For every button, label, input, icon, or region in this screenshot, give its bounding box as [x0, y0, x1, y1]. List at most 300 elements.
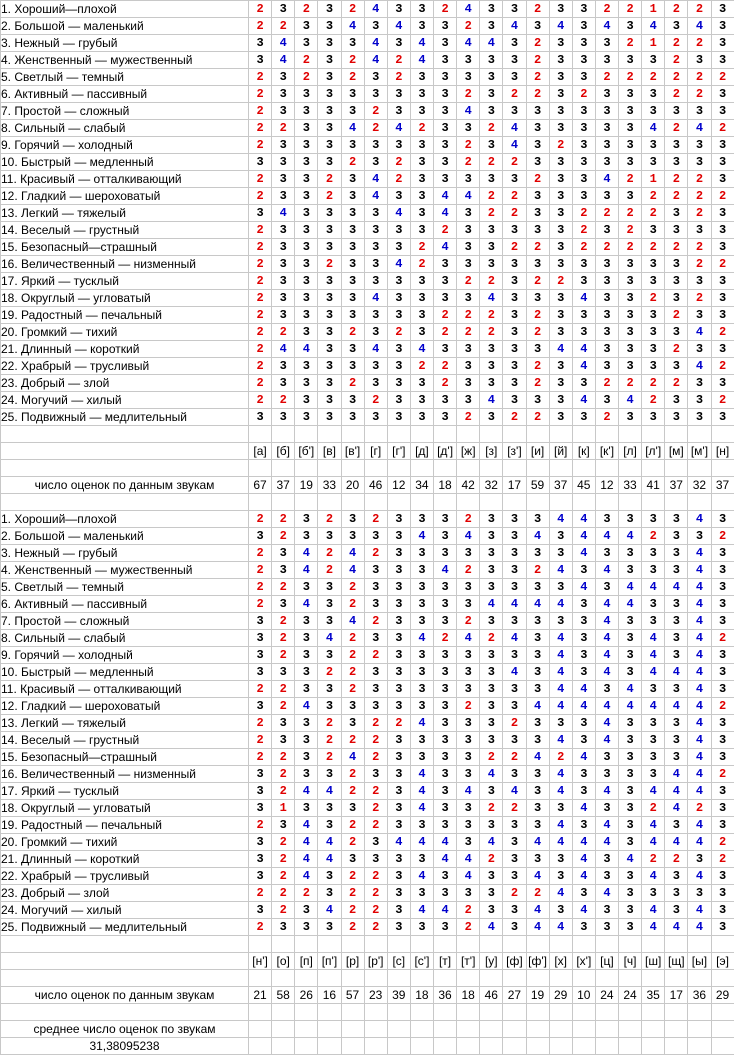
rating-value: 3: [318, 409, 341, 426]
empty-cell: [457, 426, 480, 443]
rating-value: 4: [364, 341, 387, 358]
rating-value: 3: [410, 545, 433, 562]
rating-value: 3: [410, 273, 433, 290]
rating-value: 2: [249, 596, 272, 613]
rating-value: 3: [549, 392, 572, 409]
rating-value: 2: [318, 171, 341, 188]
rating-value: 3: [387, 749, 410, 766]
count-value: 20: [341, 477, 364, 494]
scale-label: 23. Добрый — злой: [1, 885, 249, 902]
rating-value: 2: [526, 409, 549, 426]
rating-value: 3: [711, 205, 734, 222]
empty-cell: [595, 460, 618, 477]
rating-value: 3: [457, 545, 480, 562]
count-value: 37: [711, 477, 734, 494]
rating-value: 3: [410, 137, 433, 154]
rating-value: 3: [595, 154, 618, 171]
rating-value: 3: [480, 783, 503, 800]
rating-value: 4: [318, 851, 341, 868]
rating-value: 2: [688, 239, 711, 256]
rating-value: 3: [318, 273, 341, 290]
empty-cell: [341, 494, 364, 511]
empty-cell: [318, 936, 341, 953]
rating-value: 3: [642, 307, 665, 324]
rating-value: 3: [572, 562, 595, 579]
rating-value: 3: [526, 630, 549, 647]
rating-value: 3: [711, 902, 734, 919]
rating-value: 3: [457, 715, 480, 732]
rating-value: 2: [341, 375, 364, 392]
rating-value: 4: [387, 205, 410, 222]
rating-value: 3: [295, 324, 318, 341]
count-value: 29: [711, 987, 734, 1004]
sound-header: [г]: [364, 443, 387, 460]
rating-value: 3: [272, 188, 295, 205]
rating-value: 3: [688, 52, 711, 69]
rating-value: 3: [295, 103, 318, 120]
rating-value: 2: [526, 171, 549, 188]
scale-label: 16. Величественный — низменный: [1, 256, 249, 273]
rating-value: 2: [364, 120, 387, 137]
scale-label: 24. Могучий — хилый: [1, 392, 249, 409]
empty-cell: [480, 970, 503, 987]
rating-value: 4: [410, 528, 433, 545]
rating-value: 3: [457, 69, 480, 86]
rating-value: 2: [249, 817, 272, 834]
count-value: 19: [295, 477, 318, 494]
rating-value: 3: [341, 35, 364, 52]
rating-value: 4: [318, 902, 341, 919]
rating-value: 2: [665, 35, 688, 52]
rating-value: 4: [642, 630, 665, 647]
rating-value: 2: [526, 375, 549, 392]
empty-cell: [572, 1004, 595, 1021]
rating-value: 3: [387, 613, 410, 630]
rating-value: 3: [295, 715, 318, 732]
count-value: 24: [595, 987, 618, 1004]
rating-value: 3: [642, 103, 665, 120]
rating-value: 2: [387, 324, 410, 341]
rating-value: 3: [434, 749, 457, 766]
rating-value: 3: [434, 800, 457, 817]
rating-value: 3: [480, 86, 503, 103]
count-value: 23: [364, 987, 387, 1004]
rating-value: 4: [526, 868, 549, 885]
scale-label: 8. Сильный — слабый: [1, 630, 249, 647]
rating-value: 3: [387, 681, 410, 698]
rating-value: 4: [572, 579, 595, 596]
rating-value: 3: [410, 375, 433, 392]
rating-value: 2: [711, 766, 734, 783]
rating-value: 3: [595, 749, 618, 766]
rating-value: 2: [364, 885, 387, 902]
rating-value: 3: [434, 171, 457, 188]
rating-value: 3: [387, 103, 410, 120]
rating-value: 3: [318, 817, 341, 834]
rating-value: 3: [318, 596, 341, 613]
empty-cell: [318, 970, 341, 987]
count-value: 12: [595, 477, 618, 494]
rating-value: 3: [665, 902, 688, 919]
rating-value: 3: [572, 324, 595, 341]
count-value: 39: [387, 987, 410, 1004]
rating-value: 3: [480, 613, 503, 630]
sound-header: [д']: [434, 443, 457, 460]
count-value: 58: [272, 987, 295, 1004]
rating-value: 3: [295, 664, 318, 681]
scale-label: 15. Безопасный—страшный: [1, 239, 249, 256]
rating-value: 3: [387, 392, 410, 409]
empty-cell: [410, 460, 433, 477]
rating-value: 4: [595, 596, 618, 613]
rating-value: 2: [387, 52, 410, 69]
rating-value: 4: [272, 35, 295, 52]
rating-value: 3: [526, 511, 549, 528]
empty-cell: [619, 936, 642, 953]
rating-value: 2: [480, 307, 503, 324]
rating-value: 4: [364, 52, 387, 69]
rating-value: 3: [503, 1, 526, 18]
rating-value: 4: [619, 851, 642, 868]
rating-row: [1, 783, 734, 800]
rating-value: 4: [480, 290, 503, 307]
rating-value: 3: [665, 324, 688, 341]
rating-value: 3: [595, 120, 618, 137]
rating-value: 2: [341, 630, 364, 647]
rating-value: 2: [272, 681, 295, 698]
empty-cell: [1, 936, 249, 953]
rating-value: 2: [619, 69, 642, 86]
empty-cell: [434, 460, 457, 477]
sound-header: [б']: [295, 443, 318, 460]
empty-cell: [457, 494, 480, 511]
rating-value: 4: [688, 613, 711, 630]
empty-cell: [642, 970, 665, 987]
rating-value: 3: [665, 137, 688, 154]
scale-label: 21. Длинный — короткий: [1, 341, 249, 358]
scale-label: 6. Активный — пассивный: [1, 86, 249, 103]
rating-value: 2: [526, 324, 549, 341]
rating-value: 3: [364, 664, 387, 681]
rating-value: 4: [688, 511, 711, 528]
empty-cell: [295, 494, 318, 511]
rating-value: 3: [572, 18, 595, 35]
rating-value: 2: [642, 528, 665, 545]
rating-value: 2: [665, 1, 688, 18]
rating-value: 4: [526, 528, 549, 545]
count-value: 29: [549, 987, 572, 1004]
rating-value: 3: [434, 154, 457, 171]
empty-cell: [688, 426, 711, 443]
rating-value: 3: [503, 902, 526, 919]
rating-value: 3: [295, 409, 318, 426]
rating-value: 3: [295, 137, 318, 154]
rating-value: 3: [572, 409, 595, 426]
rating-row: [1, 817, 734, 834]
empty-cell: [572, 936, 595, 953]
rating-value: 4: [295, 545, 318, 562]
rating-value: 3: [480, 256, 503, 273]
rating-value: 2: [711, 630, 734, 647]
empty-cell: [434, 494, 457, 511]
rating-value: 2: [688, 205, 711, 222]
rating-value: 3: [387, 375, 410, 392]
rating-value: 2: [595, 1, 618, 18]
rating-value: 3: [318, 307, 341, 324]
rating-row: [1, 69, 734, 86]
rating-value: 2: [665, 188, 688, 205]
rating-value: 3: [387, 528, 410, 545]
rating-value: 2: [619, 1, 642, 18]
empty-cell: [318, 1021, 341, 1038]
rating-value: 2: [318, 256, 341, 273]
rating-value: 4: [665, 664, 688, 681]
rating-value: 2: [318, 545, 341, 562]
rating-value: 3: [665, 18, 688, 35]
rating-value: 3: [642, 324, 665, 341]
rating-value: 2: [341, 154, 364, 171]
rating-value: 2: [619, 35, 642, 52]
rating-value: 3: [503, 103, 526, 120]
rating-value: 4: [387, 120, 410, 137]
rating-value: 2: [249, 86, 272, 103]
rating-value: 3: [318, 324, 341, 341]
rating-value: 3: [711, 579, 734, 596]
rating-value: 3: [249, 868, 272, 885]
rating-value: 3: [549, 35, 572, 52]
rating-value: 3: [503, 545, 526, 562]
rating-value: 3: [688, 375, 711, 392]
rating-row: [1, 528, 734, 545]
rating-value: 3: [665, 103, 688, 120]
empty-cell: [688, 970, 711, 987]
rating-value: 3: [619, 715, 642, 732]
rating-value: 4: [549, 783, 572, 800]
rating-value: 4: [503, 18, 526, 35]
rating-value: 2: [642, 392, 665, 409]
rating-value: 3: [480, 375, 503, 392]
rating-value: 2: [341, 766, 364, 783]
rating-value: 3: [434, 579, 457, 596]
rating-value: 4: [457, 630, 480, 647]
rating-value: 2: [295, 885, 318, 902]
rating-value: 3: [595, 392, 618, 409]
rating-value: 3: [272, 732, 295, 749]
rating-value: 3: [434, 137, 457, 154]
rating-value: 3: [272, 715, 295, 732]
rating-value: 3: [272, 375, 295, 392]
rating-value: 3: [665, 715, 688, 732]
rating-value: 4: [503, 664, 526, 681]
rating-row: [1, 613, 734, 630]
sound-header: [ц]: [595, 953, 618, 970]
rating-value: 2: [711, 392, 734, 409]
rating-value: 2: [711, 69, 734, 86]
empty-cell: [711, 460, 734, 477]
rating-value: 2: [249, 392, 272, 409]
empty-cell: [295, 426, 318, 443]
rating-value: 2: [410, 120, 433, 137]
rating-value: 4: [526, 698, 549, 715]
rating-value: 3: [595, 307, 618, 324]
rating-value: 3: [272, 919, 295, 936]
rating-value: 2: [619, 171, 642, 188]
rating-value: 4: [619, 681, 642, 698]
rating-value: 3: [295, 256, 318, 273]
rating-value: 2: [665, 171, 688, 188]
rating-value: 2: [364, 545, 387, 562]
scale-label: 14. Веселый — грустный: [1, 222, 249, 239]
rating-value: 4: [642, 664, 665, 681]
rating-value: 3: [503, 766, 526, 783]
rating-value: 3: [341, 205, 364, 222]
empty-cell: [318, 426, 341, 443]
count-value: 18: [410, 987, 433, 1004]
rating-value: 3: [572, 919, 595, 936]
rating-value: 3: [665, 392, 688, 409]
rating-value: 3: [410, 290, 433, 307]
scale-label: 12. Гладкий — шероховатый: [1, 188, 249, 205]
rating-value: 4: [688, 18, 711, 35]
rating-value: 3: [434, 392, 457, 409]
rating-value: 3: [387, 341, 410, 358]
count-value: 10: [572, 987, 595, 1004]
rating-value: 2: [272, 579, 295, 596]
empty-cell: [480, 1021, 503, 1038]
scale-label: 11. Красивый — отталкивающий: [1, 171, 249, 188]
rating-value: 3: [341, 290, 364, 307]
rating-value: 3: [295, 375, 318, 392]
rating-value: 3: [387, 1, 410, 18]
sound-header: [в']: [341, 443, 364, 460]
rating-value: 3: [665, 749, 688, 766]
count-value: 33: [619, 477, 642, 494]
rating-value: 4: [642, 919, 665, 936]
average-label-row: [1, 1021, 734, 1038]
rating-value: 3: [711, 341, 734, 358]
rating-value: 3: [249, 154, 272, 171]
rating-value: 3: [572, 256, 595, 273]
rating-value: 2: [480, 630, 503, 647]
rating-value: 2: [642, 69, 665, 86]
rating-value: 3: [503, 528, 526, 545]
rating-value: 3: [711, 732, 734, 749]
rating-value: 4: [434, 205, 457, 222]
empty-cell: [387, 460, 410, 477]
rating-value: 2: [688, 1, 711, 18]
rating-value: 3: [619, 749, 642, 766]
rating-value: 4: [619, 528, 642, 545]
rating-value: 2: [480, 800, 503, 817]
rating-value: 4: [549, 681, 572, 698]
rating-value: 2: [642, 800, 665, 817]
rating-value: 1: [642, 171, 665, 188]
rating-value: 3: [711, 52, 734, 69]
rating-value: 3: [387, 783, 410, 800]
rating-value: 3: [619, 52, 642, 69]
rating-value: 3: [480, 69, 503, 86]
scale-label: 7. Простой — сложный: [1, 613, 249, 630]
rating-value: 4: [295, 698, 318, 715]
empty-cell: [1, 460, 249, 477]
rating-value: 3: [272, 358, 295, 375]
rating-value: 2: [341, 732, 364, 749]
rating-value: 3: [249, 528, 272, 545]
rating-value: 4: [572, 749, 595, 766]
rating-value: 3: [457, 290, 480, 307]
empty-cell: [503, 426, 526, 443]
rating-value: 3: [387, 868, 410, 885]
rating-value: 3: [295, 273, 318, 290]
rating-value: 3: [619, 834, 642, 851]
count-value: 46: [364, 477, 387, 494]
count-label: число оценок по данным звукам: [1, 987, 249, 1004]
rating-value: 3: [318, 919, 341, 936]
rating-value: 3: [387, 137, 410, 154]
rating-row: [1, 681, 734, 698]
rating-value: 3: [410, 681, 433, 698]
rating-value: 4: [688, 919, 711, 936]
rating-value: 3: [457, 52, 480, 69]
count-value: 45: [572, 477, 595, 494]
empty-cell: [341, 970, 364, 987]
sound-header: [с']: [410, 953, 433, 970]
rating-value: 3: [595, 188, 618, 205]
count-value: 27: [503, 987, 526, 1004]
empty-cell: [549, 936, 572, 953]
rating-value: 3: [295, 511, 318, 528]
rating-value: 4: [434, 851, 457, 868]
rating-value: 3: [503, 375, 526, 392]
rating-value: 4: [572, 851, 595, 868]
rating-value: 2: [526, 358, 549, 375]
rating-value: 1: [642, 1, 665, 18]
rating-value: 2: [503, 800, 526, 817]
rating-value: 2: [249, 1, 272, 18]
rating-value: 3: [688, 137, 711, 154]
empty-cell: [711, 970, 734, 987]
rating-value: 3: [619, 647, 642, 664]
rating-value: 3: [503, 817, 526, 834]
empty-cell: [665, 426, 688, 443]
rating-value: 4: [595, 715, 618, 732]
empty-cell: [457, 936, 480, 953]
rating-value: 3: [434, 528, 457, 545]
rating-value: 3: [503, 256, 526, 273]
rating-value: 2: [665, 375, 688, 392]
rating-value: 3: [341, 222, 364, 239]
rating-value: 3: [642, 86, 665, 103]
rating-value: 2: [526, 69, 549, 86]
rating-value: 2: [711, 256, 734, 273]
rating-value: 2: [457, 919, 480, 936]
empty-cell: [387, 970, 410, 987]
rating-row: [1, 171, 734, 188]
rating-value: 3: [295, 188, 318, 205]
empty-cell: [503, 936, 526, 953]
empty-cell: [526, 1021, 549, 1038]
rating-value: 4: [341, 545, 364, 562]
rating-value: 4: [595, 698, 618, 715]
empty-cell: [480, 936, 503, 953]
rating-value: 3: [503, 511, 526, 528]
rating-value: 3: [711, 1, 734, 18]
rating-value: 3: [364, 205, 387, 222]
empty-cell: [549, 1038, 572, 1055]
scale-label: 19. Радостный — печальный: [1, 307, 249, 324]
rating-value: 4: [295, 783, 318, 800]
rating-value: 3: [642, 511, 665, 528]
